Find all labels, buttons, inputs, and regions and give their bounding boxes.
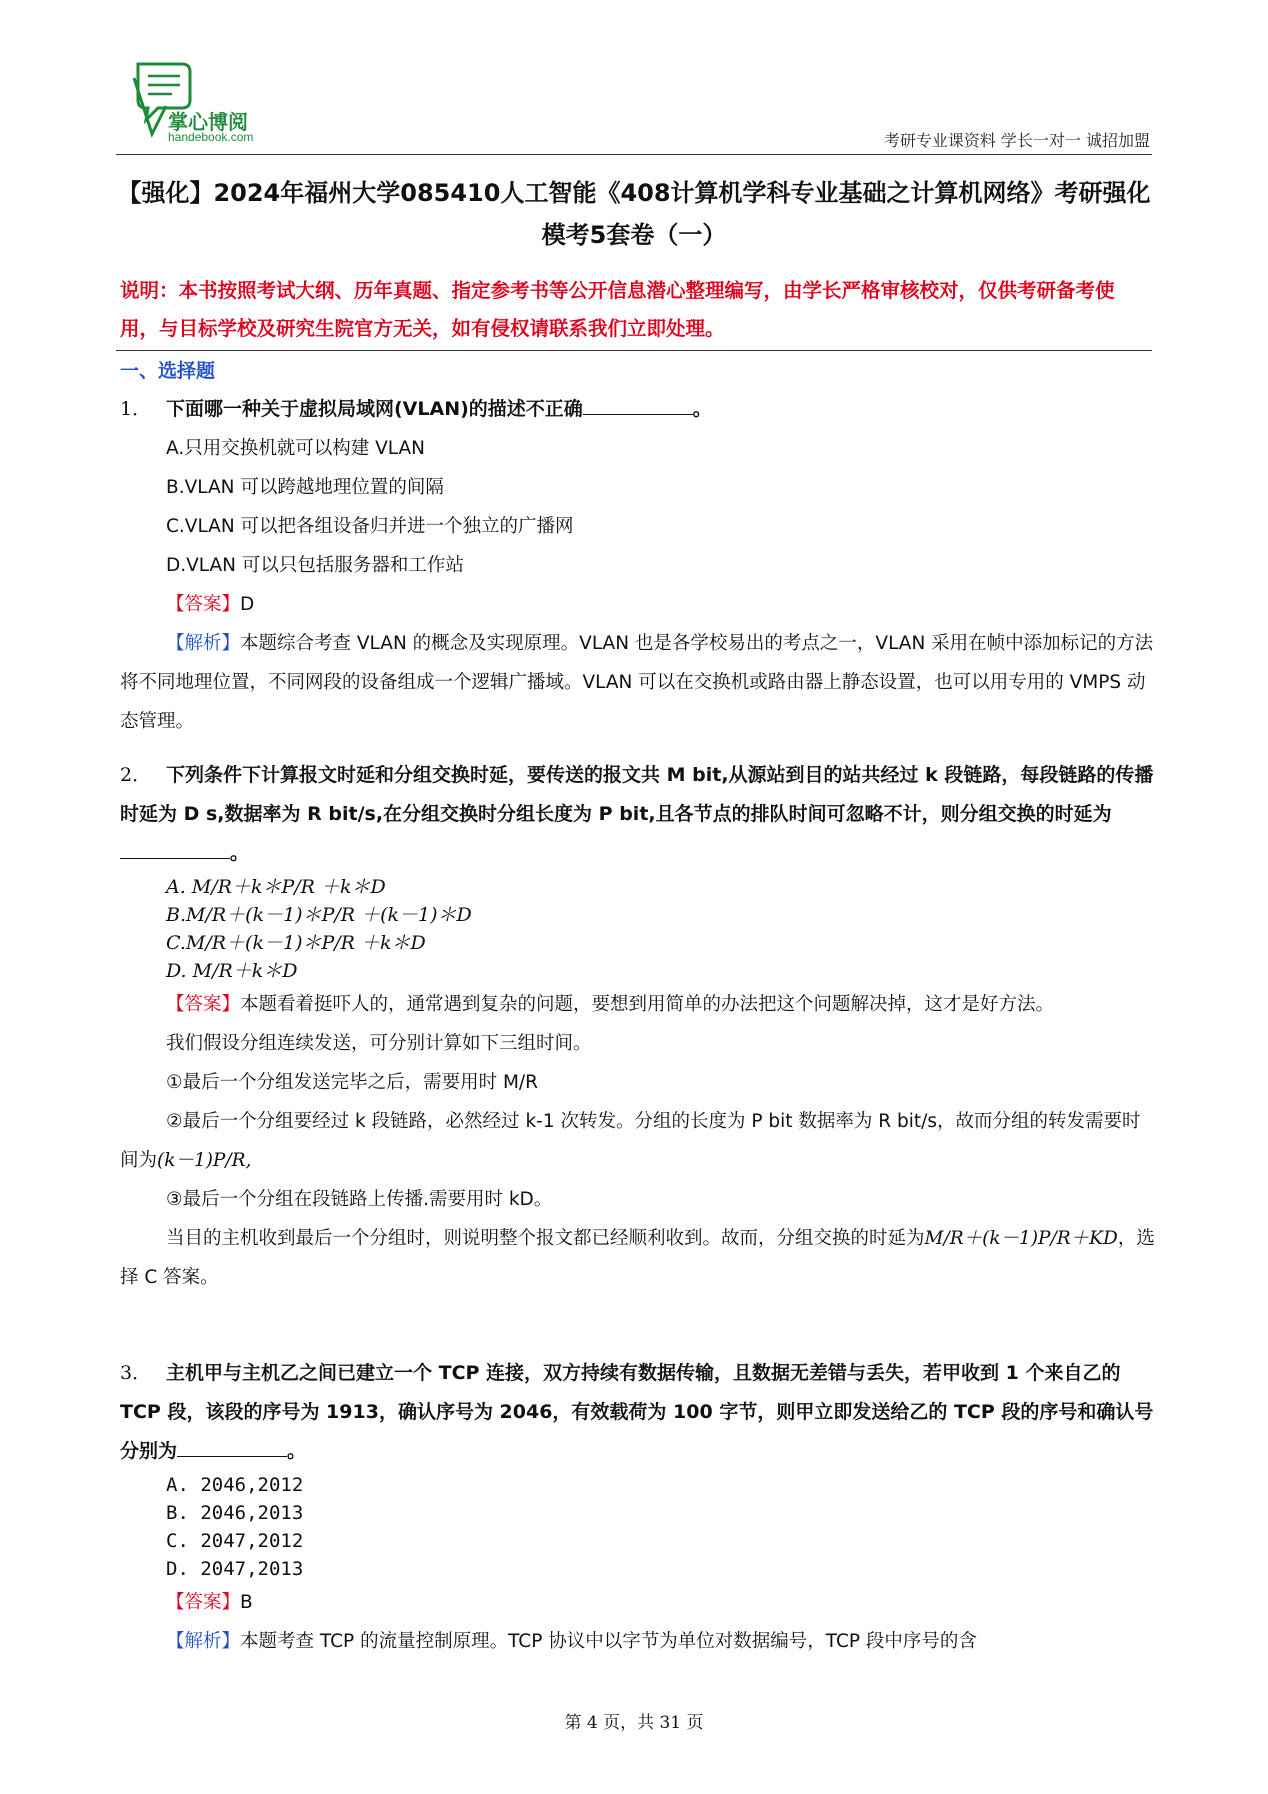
answer-label: 【答案】 xyxy=(166,1592,241,1613)
logo-url: handebook.com xyxy=(168,130,254,144)
answer-value: D xyxy=(240,594,255,615)
analysis-text: 本题考查 TCP 的流量控制原理。TCP 协议中以字节为单位对数据编号，TCP 段中序号的含 xyxy=(240,1631,977,1652)
solution-step-3: ③最后一个分组在段链路上传播.需要用时 kD。 xyxy=(166,1189,553,1210)
option-a: A. M/R＋k＊P/R ＋k＊D xyxy=(166,876,386,898)
answer-label: 【答案】 xyxy=(166,594,241,615)
header-tagline: 考研专业课资料 学长一对一 诚招加盟 xyxy=(883,131,1150,150)
question-stem: 下面哪一种关于虚拟局域网(VLAN)的描述不正确 xyxy=(166,398,583,420)
option-c: C. 2047,2012 xyxy=(166,1530,304,1552)
answer-text: 本题看着挺吓人的，通常遇到复杂的问题，要想到用简单的办法把这个问题解决掉，这才是好方法。 xyxy=(240,994,1055,1015)
question-2 xyxy=(120,756,1156,1297)
option-a: A. 2046,2012 xyxy=(166,1474,304,1496)
option-a: A.只用交换机就可以构建 VLAN xyxy=(166,438,425,459)
question-number: 1． xyxy=(120,398,152,420)
solution-step-1: ①最后一个分组发送完毕之后，需要用时 M/R xyxy=(166,1072,539,1093)
solution-conclusion: 当目的主机收到最后一个分组时，则说明整个报文都已经顺利收到。故而，分组交换的时延为 xyxy=(166,1228,925,1249)
question-stem: 主机甲与主机乙之间已建立一个 TCP 连接，双方持续有数据传输，且数据无差错与丢失，若甲收到 1 个来自乙的 TCP 段，该段的序号为 1913，确认序号为 2046，有效载荷为 100 字节，则甲立即发送给乙的 TCP 段的序号和确认号分别为 xyxy=(120,1362,1154,1462)
option-b: B.VLAN 可以跨越地理位置的间隔 xyxy=(166,477,444,498)
solution-paragraph: 我们假设分组连续发送，可分别计算如下三组时间。 xyxy=(166,1033,592,1054)
stem-end: 。 xyxy=(692,398,712,420)
question-1 xyxy=(120,390,1156,741)
question-3 xyxy=(120,1354,1156,1661)
disclaimer-notice: 说明：本书按照考试大纲、历年真题、指定参考书等公开信息潜心整理编写，由学长严格审核校对，仅供考研备考使用，与目标学校及研究生院官方无关，如有侵权请联系我们立即处理。 xyxy=(120,279,1115,340)
solution-formula-final: M/R＋(k－1)P/R＋KD xyxy=(924,1228,1118,1249)
answer-blank xyxy=(120,836,230,859)
solution-formula: (k－1)P/R, xyxy=(157,1150,252,1171)
stem-end: 。 xyxy=(230,842,250,864)
option-c: C.M/R＋(k－1)＊P/R ＋k＊D xyxy=(166,932,426,954)
question-number: 2． xyxy=(120,764,152,786)
answer-blank xyxy=(177,1434,287,1457)
option-c: C.VLAN 可以把各组设备归并进一个独立的广播网 xyxy=(166,516,574,537)
section-title: 一、选择题 xyxy=(120,360,216,382)
option-d: D. 2047,2013 xyxy=(166,1558,304,1580)
logo-text: 掌心博阅 xyxy=(168,110,248,134)
analysis-label: 【解析】 xyxy=(166,1631,241,1652)
solution-step-2: ②最后一个分组要经过 k 段链路，必然经过 k-1 次转发。分组的长度为 P bit 数据率为 R bit/s，故而分组的转发需要时间为 xyxy=(120,1111,1141,1171)
analysis-text: 本题综合考查 VLAN 的概念及实现原理。VLAN 也是各学校易出的考点之一，VLAN 采用在帧中添加标记的方法将不同地理位置，不同网段的设备组成一个逻辑广播域。VLAN 可以在交换机或路由器上静态设置，也可以用专用的 VMPS 动态管理。 xyxy=(120,633,1154,732)
answer-value: B xyxy=(240,1592,253,1613)
analysis-label: 【解析】 xyxy=(166,633,241,654)
stem-end: 。 xyxy=(287,1440,307,1462)
option-b: B. 2046,2013 xyxy=(166,1502,304,1524)
header-divider xyxy=(116,154,1152,155)
option-d: D.VLAN 可以只包括服务器和工作站 xyxy=(166,555,464,576)
page-number: 第 4 页，共 31 页 xyxy=(564,1713,704,1733)
notice-divider xyxy=(116,350,1152,351)
question-stem: 下列条件下计算报文时延和分组交换时延，要传送的报文共 M bit,从源站到目的站共经过 k 段链路，每段链路的传播时延为 D s,数据率为 R bit/s,在分组交换时分组长度为 P bit,且各节点的排队时间可忽略不计，则分组交换的时延为 xyxy=(120,764,1154,825)
answer-blank xyxy=(583,392,693,415)
document-title: 【强化】2024年福州大学085410人工智能《408计算机学科专业基础之计算机网络》考研强化模考5套卷（一） xyxy=(117,179,1151,249)
question-number: 3． xyxy=(120,1362,152,1384)
option-d: D. M/R＋k＊D xyxy=(166,960,298,982)
solution-choice: ，选择 C 答案。 xyxy=(120,1228,1155,1288)
answer-label: 【答案】 xyxy=(166,994,241,1015)
option-b: B.M/R＋(k－1)＊P/R ＋(k－1)＊D xyxy=(166,904,472,926)
